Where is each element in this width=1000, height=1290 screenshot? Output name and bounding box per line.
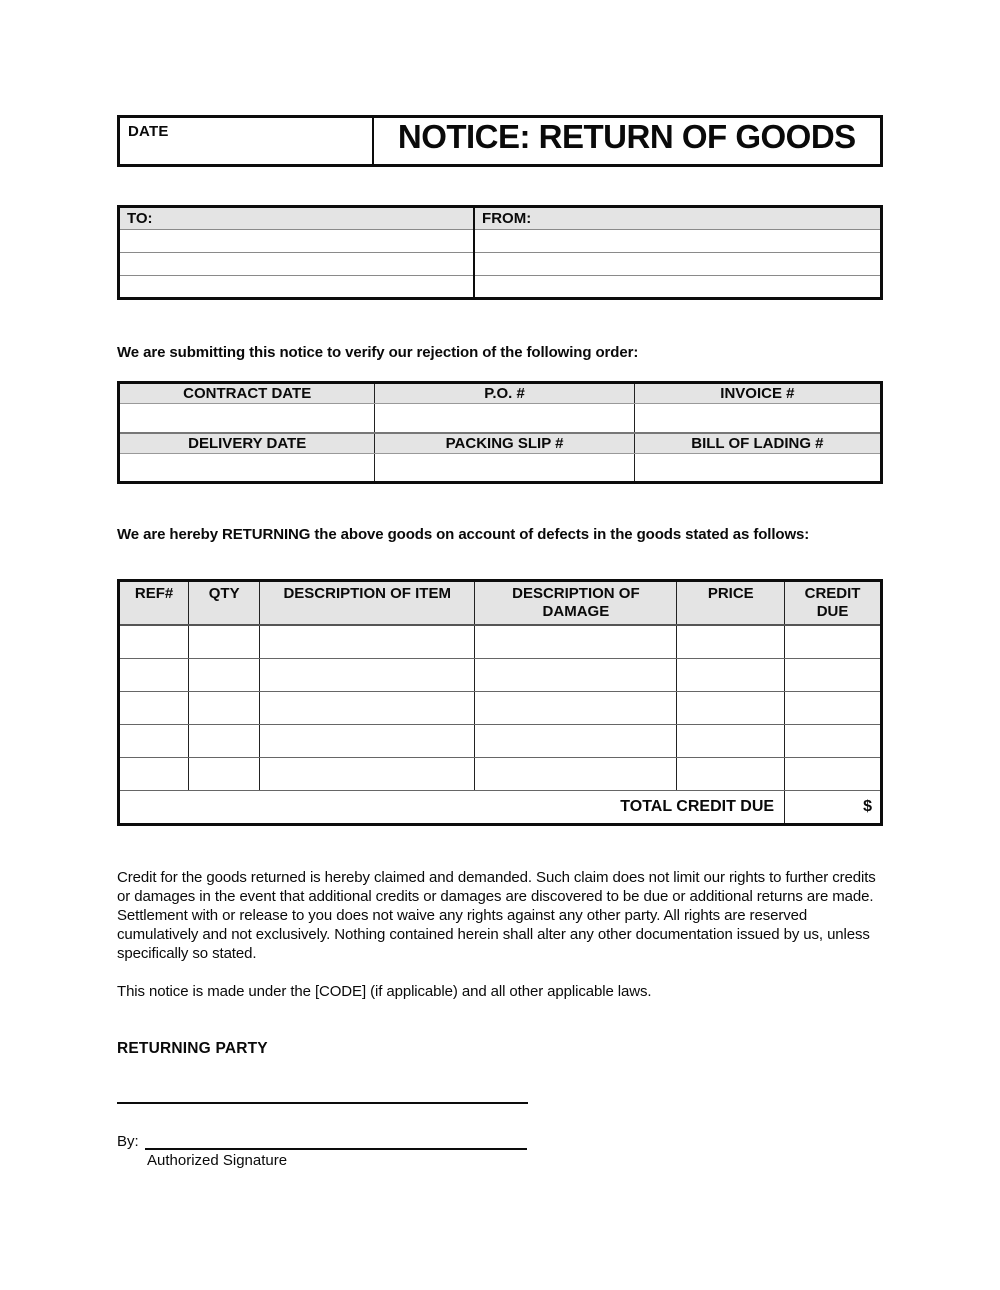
from-header-cell: FROM: — [474, 207, 881, 230]
to-header-cell: TO: — [119, 207, 475, 230]
order-header-row-1 — [119, 383, 882, 404]
title-cell — [373, 117, 882, 166]
delivery-date-header: DELIVERY DATE — [119, 433, 375, 454]
total-credit-label: TOTAL CREDIT DUE — [119, 790, 785, 824]
order-blank-row — [119, 454, 882, 483]
contract-date-header: CONTRACT DATE — [119, 383, 375, 404]
bill-of-lading-header: BILL OF LADING # — [634, 433, 881, 454]
returning-party-signature-line — [117, 1102, 528, 1104]
items-table — [117, 579, 883, 826]
items-blank-row — [119, 691, 882, 724]
credit-due-header: CREDIT DUE — [785, 581, 882, 626]
items-blank-row — [119, 757, 882, 790]
legal-paragraph: Credit for the goods returned is hereby claimed and demanded. Such claim does not limit our rights to further credits or damages in the event that additional credits or damages are discovered to be due or additional returns are made. Settlement with or release to you does not waive any rights against any other party. All rights are reserved cumulatively and not exclusively. Nothing contained herein shall alter any other documentation issued by us, unless specifically so stated. — [117, 868, 876, 962]
date-field-cell — [119, 117, 373, 166]
date-label: DATE — [128, 123, 169, 140]
parties-blank-row — [119, 253, 882, 276]
parties-blank-row — [119, 230, 882, 253]
return-text: We are hereby RETURNING the above goods on account of defects in the goods stated as follows: — [117, 526, 810, 543]
intro-text: We are submitting this notice to verify our rejection of the following order: — [117, 344, 639, 361]
description-item-header: DESCRIPTION OF ITEM — [260, 581, 475, 626]
ref-header: REF# — [119, 581, 189, 626]
description-damage-header: DESCRIPTION OF DAMAGE — [475, 581, 677, 626]
order-info-table — [117, 381, 883, 484]
code-line: This notice is made under the [CODE] (if applicable) and all other applicable laws. — [117, 982, 652, 1000]
parties-blank-row — [119, 276, 882, 299]
parties-header-row — [119, 207, 882, 230]
document-content — [117, 115, 883, 1169]
items-blank-row — [119, 625, 882, 658]
order-blank-row — [119, 404, 882, 433]
total-credit-row — [119, 790, 882, 824]
order-header-row-2 — [119, 433, 882, 454]
packing-slip-header: PACKING SLIP # — [375, 433, 634, 454]
by-row — [117, 1133, 883, 1150]
page-title: NOTICE: RETURN OF GOODS — [397, 118, 856, 155]
authorized-signature-label: Authorized Signature — [147, 1151, 288, 1169]
po-number-header: P.O. # — [375, 383, 634, 404]
items-blank-row — [119, 724, 882, 757]
invoice-number-header: INVOICE # — [634, 383, 881, 404]
qty-header: QTY — [189, 581, 260, 626]
total-credit-value: $ — [863, 797, 872, 815]
parties-table — [117, 205, 883, 300]
items-header-row — [119, 581, 882, 626]
items-blank-row — [119, 658, 882, 691]
by-signature-line — [145, 1133, 527, 1150]
by-label: By: — [117, 1132, 139, 1150]
price-header: PRICE — [677, 581, 785, 626]
returning-party-heading: RETURNING PARTY — [117, 1039, 268, 1057]
header-box — [117, 115, 883, 167]
